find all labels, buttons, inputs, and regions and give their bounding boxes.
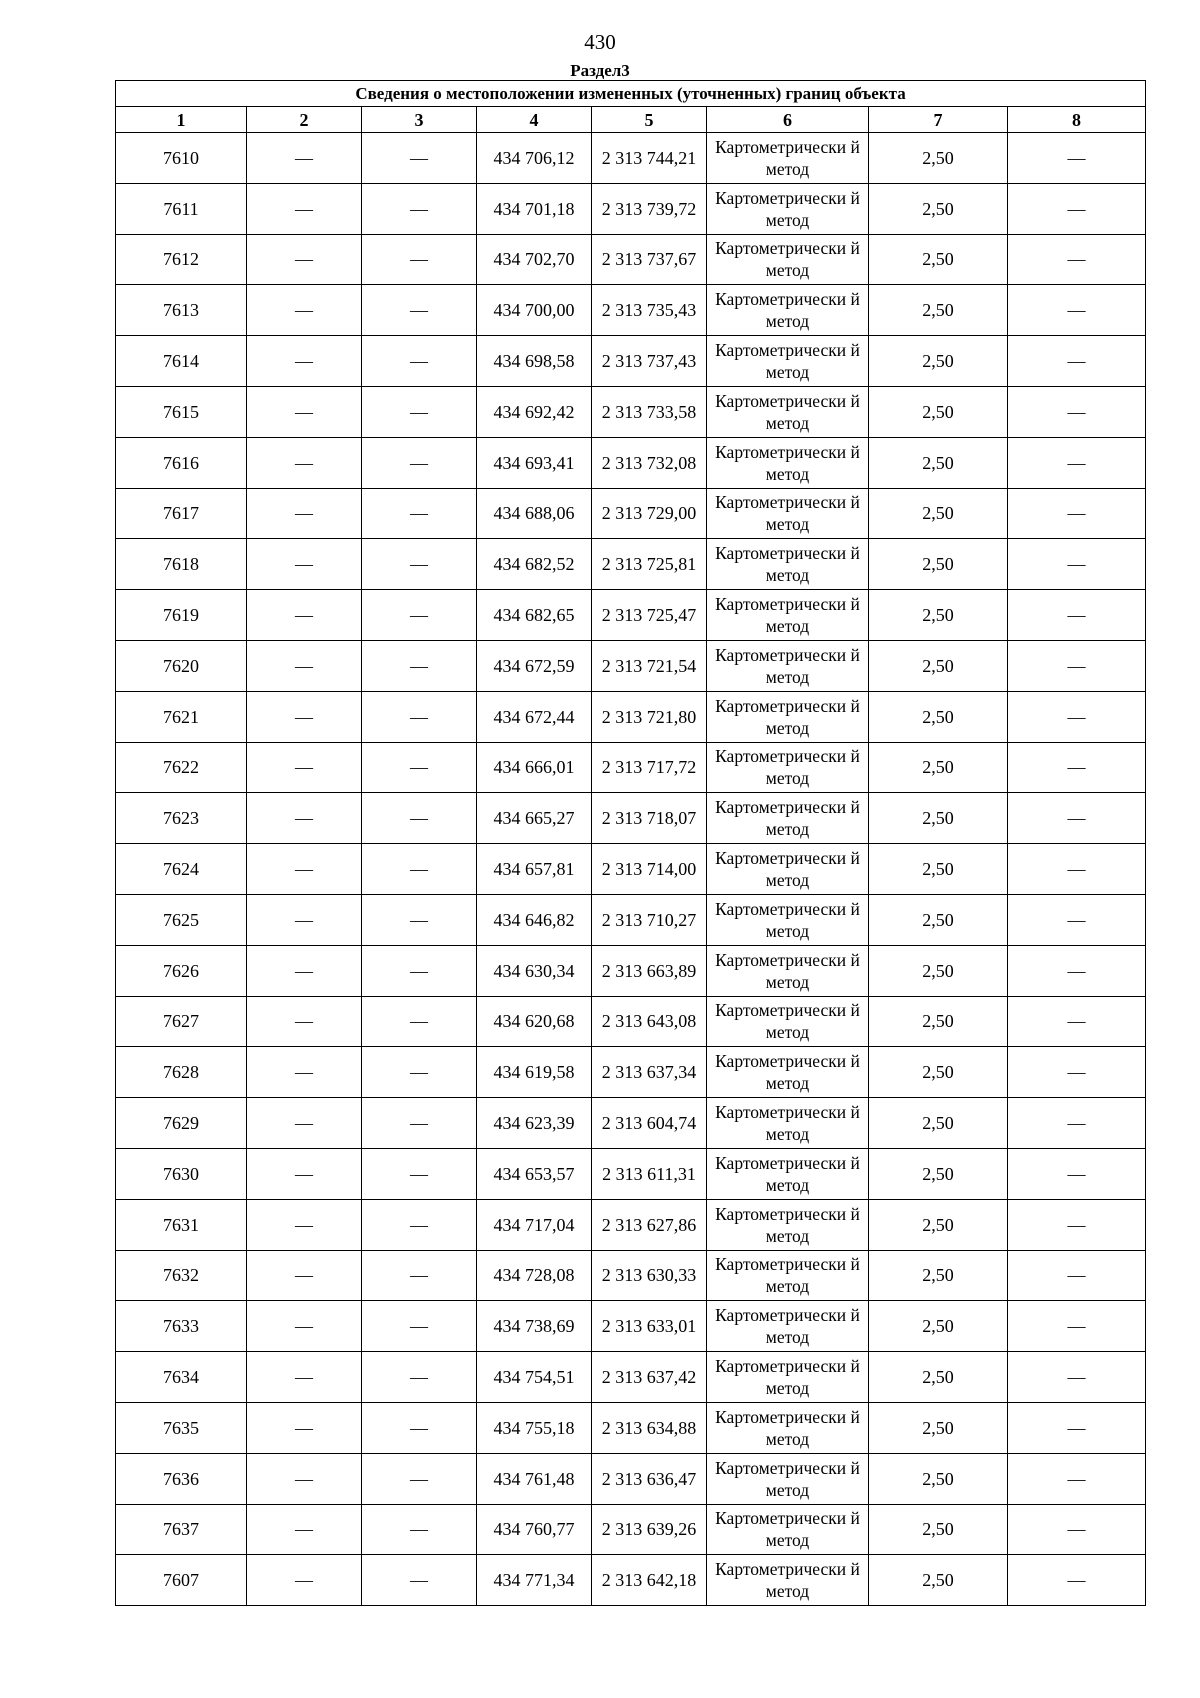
y-coordinate-cell: 2 313 735,43 bbox=[592, 285, 707, 336]
table-caption-row bbox=[116, 81, 1146, 107]
y-coordinate-cell: 2 313 710,27 bbox=[592, 894, 707, 945]
table-row bbox=[116, 488, 1146, 539]
y-coordinate-cell: 2 313 634,88 bbox=[592, 1402, 707, 1453]
accuracy-cell: 2,50 bbox=[869, 742, 1008, 793]
col3-cell: — bbox=[362, 1250, 477, 1301]
method-cell: Картометрически й метод bbox=[707, 1047, 869, 1098]
col2-cell: — bbox=[247, 691, 362, 742]
y-coordinate-cell: 2 313 725,81 bbox=[592, 539, 707, 590]
method-cell: Картометрически й метод bbox=[707, 234, 869, 285]
col2-cell: — bbox=[247, 285, 362, 336]
accuracy-cell: 2,50 bbox=[869, 1352, 1008, 1403]
col2-cell: — bbox=[247, 590, 362, 641]
col8-cell: — bbox=[1008, 1504, 1146, 1555]
col2-cell: — bbox=[247, 539, 362, 590]
y-coordinate-cell: 2 313 630,33 bbox=[592, 1250, 707, 1301]
x-coordinate-cell: 434 657,81 bbox=[477, 844, 592, 895]
col8-cell: — bbox=[1008, 1352, 1146, 1403]
method-cell: Картометрически й метод bbox=[707, 590, 869, 641]
y-coordinate-cell: 2 313 611,31 bbox=[592, 1148, 707, 1199]
table-row bbox=[116, 1047, 1146, 1098]
col2-cell: — bbox=[247, 1148, 362, 1199]
table-row bbox=[116, 133, 1146, 184]
point-number-cell: 7615 bbox=[116, 386, 247, 437]
x-coordinate-cell: 434 646,82 bbox=[477, 894, 592, 945]
column-header: 6 bbox=[707, 107, 869, 133]
col2-cell: — bbox=[247, 742, 362, 793]
accuracy-cell: 2,50 bbox=[869, 234, 1008, 285]
method-cell: Картометрически й метод bbox=[707, 844, 869, 895]
col2-cell: — bbox=[247, 945, 362, 996]
table-row bbox=[116, 590, 1146, 641]
method-cell: Картометрически й метод bbox=[707, 1199, 869, 1250]
point-number-cell: 7626 bbox=[116, 945, 247, 996]
col8-cell: — bbox=[1008, 1098, 1146, 1149]
col2-cell: — bbox=[247, 437, 362, 488]
x-coordinate-cell: 434 682,65 bbox=[477, 590, 592, 641]
y-coordinate-cell: 2 313 733,58 bbox=[592, 386, 707, 437]
col3-cell: — bbox=[362, 894, 477, 945]
table-row bbox=[116, 336, 1146, 387]
col3-cell: — bbox=[362, 844, 477, 895]
table-header-row bbox=[116, 107, 1146, 133]
y-coordinate-cell: 2 313 732,08 bbox=[592, 437, 707, 488]
column-header: 5 bbox=[592, 107, 707, 133]
col2-cell: — bbox=[247, 640, 362, 691]
method-cell: Картометрически й метод bbox=[707, 1504, 869, 1555]
col8-cell: — bbox=[1008, 1555, 1146, 1606]
col2-cell: — bbox=[247, 336, 362, 387]
method-cell: Картометрически й метод bbox=[707, 894, 869, 945]
method-cell: Картометрически й метод bbox=[707, 793, 869, 844]
x-coordinate-cell: 434 619,58 bbox=[477, 1047, 592, 1098]
y-coordinate-cell: 2 313 744,21 bbox=[592, 133, 707, 184]
col3-cell: — bbox=[362, 691, 477, 742]
accuracy-cell: 2,50 bbox=[869, 133, 1008, 184]
point-number-cell: 7630 bbox=[116, 1148, 247, 1199]
col2-cell: — bbox=[247, 1250, 362, 1301]
col3-cell: — bbox=[362, 1352, 477, 1403]
x-coordinate-cell: 434 761,48 bbox=[477, 1453, 592, 1504]
table-row bbox=[116, 1504, 1146, 1555]
method-cell: Картометрически й метод bbox=[707, 336, 869, 387]
col8-cell: — bbox=[1008, 133, 1146, 184]
x-coordinate-cell: 434 693,41 bbox=[477, 437, 592, 488]
col3-cell: — bbox=[362, 183, 477, 234]
point-number-cell: 7610 bbox=[116, 133, 247, 184]
col2-cell: — bbox=[247, 996, 362, 1047]
accuracy-cell: 2,50 bbox=[869, 691, 1008, 742]
col8-cell: — bbox=[1008, 793, 1146, 844]
col2-cell: — bbox=[247, 488, 362, 539]
table-body bbox=[116, 133, 1146, 1606]
x-coordinate-cell: 434 620,68 bbox=[477, 996, 592, 1047]
col3-cell: — bbox=[362, 437, 477, 488]
table-row bbox=[116, 386, 1146, 437]
x-coordinate-cell: 434 760,77 bbox=[477, 1504, 592, 1555]
y-coordinate-cell: 2 313 725,47 bbox=[592, 590, 707, 641]
y-coordinate-cell: 2 313 633,01 bbox=[592, 1301, 707, 1352]
y-coordinate-cell: 2 313 737,67 bbox=[592, 234, 707, 285]
accuracy-cell: 2,50 bbox=[869, 1555, 1008, 1606]
method-cell: Картометрически й метод bbox=[707, 1555, 869, 1606]
method-cell: Картометрически й метод bbox=[707, 1352, 869, 1403]
col3-cell: — bbox=[362, 234, 477, 285]
col3-cell: — bbox=[362, 996, 477, 1047]
col2-cell: — bbox=[247, 894, 362, 945]
col8-cell: — bbox=[1008, 437, 1146, 488]
col3-cell: — bbox=[362, 336, 477, 387]
x-coordinate-cell: 434 728,08 bbox=[477, 1250, 592, 1301]
col3-cell: — bbox=[362, 1148, 477, 1199]
col2-cell: — bbox=[247, 1352, 362, 1403]
point-number-cell: 7636 bbox=[116, 1453, 247, 1504]
point-number-cell: 7627 bbox=[116, 996, 247, 1047]
x-coordinate-cell: 434 682,52 bbox=[477, 539, 592, 590]
table-row bbox=[116, 793, 1146, 844]
accuracy-cell: 2,50 bbox=[869, 1402, 1008, 1453]
col3-cell: — bbox=[362, 285, 477, 336]
table-row bbox=[116, 1301, 1146, 1352]
y-coordinate-cell: 2 313 663,89 bbox=[592, 945, 707, 996]
y-coordinate-cell: 2 313 636,47 bbox=[592, 1453, 707, 1504]
col2-cell: — bbox=[247, 1301, 362, 1352]
x-coordinate-cell: 434 738,69 bbox=[477, 1301, 592, 1352]
col8-cell: — bbox=[1008, 1453, 1146, 1504]
col3-cell: — bbox=[362, 793, 477, 844]
col2-cell: — bbox=[247, 1453, 362, 1504]
table-row bbox=[116, 1098, 1146, 1149]
col8-cell: — bbox=[1008, 1148, 1146, 1199]
table-row bbox=[116, 1555, 1146, 1606]
accuracy-cell: 2,50 bbox=[869, 1148, 1008, 1199]
method-cell: Картометрически й метод bbox=[707, 1148, 869, 1199]
accuracy-cell: 2,50 bbox=[869, 285, 1008, 336]
x-coordinate-cell: 434 700,00 bbox=[477, 285, 592, 336]
col3-cell: — bbox=[362, 1199, 477, 1250]
method-cell: Картометрически й метод bbox=[707, 1098, 869, 1149]
point-number-cell: 7616 bbox=[116, 437, 247, 488]
y-coordinate-cell: 2 313 721,54 bbox=[592, 640, 707, 691]
col8-cell: — bbox=[1008, 386, 1146, 437]
column-header: 8 bbox=[1008, 107, 1146, 133]
point-number-cell: 7607 bbox=[116, 1555, 247, 1606]
x-coordinate-cell: 434 702,70 bbox=[477, 234, 592, 285]
y-coordinate-cell: 2 313 721,80 bbox=[592, 691, 707, 742]
table-row bbox=[116, 1250, 1146, 1301]
col3-cell: — bbox=[362, 742, 477, 793]
table-caption: Сведения о местоположении измененных (уточненных) границ объекта bbox=[116, 81, 1146, 107]
y-coordinate-cell: 2 313 643,08 bbox=[592, 996, 707, 1047]
accuracy-cell: 2,50 bbox=[869, 1453, 1008, 1504]
column-header: 7 bbox=[869, 107, 1008, 133]
y-coordinate-cell: 2 313 642,18 bbox=[592, 1555, 707, 1606]
x-coordinate-cell: 434 755,18 bbox=[477, 1402, 592, 1453]
method-cell: Картометрически й метод bbox=[707, 996, 869, 1047]
y-coordinate-cell: 2 313 717,72 bbox=[592, 742, 707, 793]
table-row bbox=[116, 234, 1146, 285]
page-number: 430 bbox=[584, 30, 616, 54]
x-coordinate-cell: 434 665,27 bbox=[477, 793, 592, 844]
point-number-cell: 7625 bbox=[116, 894, 247, 945]
table-row bbox=[116, 437, 1146, 488]
col3-cell: — bbox=[362, 133, 477, 184]
y-coordinate-cell: 2 313 739,72 bbox=[592, 183, 707, 234]
y-coordinate-cell: 2 313 714,00 bbox=[592, 844, 707, 895]
col2-cell: — bbox=[247, 1199, 362, 1250]
accuracy-cell: 2,50 bbox=[869, 1301, 1008, 1352]
point-number-cell: 7611 bbox=[116, 183, 247, 234]
col3-cell: — bbox=[362, 945, 477, 996]
x-coordinate-cell: 434 666,01 bbox=[477, 742, 592, 793]
col8-cell: — bbox=[1008, 742, 1146, 793]
boundary-coordinates-table bbox=[115, 80, 1146, 1606]
col8-cell: — bbox=[1008, 183, 1146, 234]
accuracy-cell: 2,50 bbox=[869, 1504, 1008, 1555]
x-coordinate-cell: 434 672,44 bbox=[477, 691, 592, 742]
col2-cell: — bbox=[247, 1098, 362, 1149]
x-coordinate-cell: 434 706,12 bbox=[477, 133, 592, 184]
table-row bbox=[116, 742, 1146, 793]
x-coordinate-cell: 434 653,57 bbox=[477, 1148, 592, 1199]
point-number-cell: 7633 bbox=[116, 1301, 247, 1352]
table-row bbox=[116, 1148, 1146, 1199]
accuracy-cell: 2,50 bbox=[869, 640, 1008, 691]
accuracy-cell: 2,50 bbox=[869, 844, 1008, 895]
col8-cell: — bbox=[1008, 539, 1146, 590]
col8-cell: — bbox=[1008, 640, 1146, 691]
col3-cell: — bbox=[362, 386, 477, 437]
section-title: Раздел3 bbox=[570, 61, 630, 80]
method-cell: Картометрически й метод bbox=[707, 1250, 869, 1301]
point-number-cell: 7621 bbox=[116, 691, 247, 742]
col8-cell: — bbox=[1008, 234, 1146, 285]
col2-cell: — bbox=[247, 1047, 362, 1098]
col3-cell: — bbox=[362, 1504, 477, 1555]
x-coordinate-cell: 434 688,06 bbox=[477, 488, 592, 539]
col8-cell: — bbox=[1008, 691, 1146, 742]
table-row bbox=[116, 1352, 1146, 1403]
accuracy-cell: 2,50 bbox=[869, 488, 1008, 539]
col8-cell: — bbox=[1008, 1199, 1146, 1250]
accuracy-cell: 2,50 bbox=[869, 183, 1008, 234]
table-row bbox=[116, 945, 1146, 996]
accuracy-cell: 2,50 bbox=[869, 1250, 1008, 1301]
method-cell: Картометрически й метод bbox=[707, 1301, 869, 1352]
col8-cell: — bbox=[1008, 488, 1146, 539]
method-cell: Картометрически й метод bbox=[707, 285, 869, 336]
col8-cell: — bbox=[1008, 996, 1146, 1047]
accuracy-cell: 2,50 bbox=[869, 793, 1008, 844]
method-cell: Картометрически й метод bbox=[707, 640, 869, 691]
point-number-cell: 7624 bbox=[116, 844, 247, 895]
point-number-cell: 7622 bbox=[116, 742, 247, 793]
method-cell: Картометрически й метод bbox=[707, 1402, 869, 1453]
col8-cell: — bbox=[1008, 945, 1146, 996]
y-coordinate-cell: 2 313 604,74 bbox=[592, 1098, 707, 1149]
accuracy-cell: 2,50 bbox=[869, 1047, 1008, 1098]
table-row bbox=[116, 1402, 1146, 1453]
method-cell: Картометрически й метод bbox=[707, 386, 869, 437]
col8-cell: — bbox=[1008, 1250, 1146, 1301]
accuracy-cell: 2,50 bbox=[869, 336, 1008, 387]
col3-cell: — bbox=[362, 1453, 477, 1504]
col2-cell: — bbox=[247, 1402, 362, 1453]
col2-cell: — bbox=[247, 386, 362, 437]
table-row bbox=[116, 183, 1146, 234]
col3-cell: — bbox=[362, 539, 477, 590]
method-cell: Картометрически й метод bbox=[707, 539, 869, 590]
col3-cell: — bbox=[362, 590, 477, 641]
col3-cell: — bbox=[362, 1402, 477, 1453]
accuracy-cell: 2,50 bbox=[869, 1199, 1008, 1250]
accuracy-cell: 2,50 bbox=[869, 590, 1008, 641]
table-row bbox=[116, 844, 1146, 895]
x-coordinate-cell: 434 698,58 bbox=[477, 336, 592, 387]
accuracy-cell: 2,50 bbox=[869, 386, 1008, 437]
method-cell: Картометрически й метод bbox=[707, 691, 869, 742]
accuracy-cell: 2,50 bbox=[869, 894, 1008, 945]
col2-cell: — bbox=[247, 234, 362, 285]
point-number-cell: 7618 bbox=[116, 539, 247, 590]
column-header: 1 bbox=[116, 107, 247, 133]
y-coordinate-cell: 2 313 718,07 bbox=[592, 793, 707, 844]
x-coordinate-cell: 434 672,59 bbox=[477, 640, 592, 691]
accuracy-cell: 2,50 bbox=[869, 945, 1008, 996]
x-coordinate-cell: 434 754,51 bbox=[477, 1352, 592, 1403]
column-header: 2 bbox=[247, 107, 362, 133]
x-coordinate-cell: 434 692,42 bbox=[477, 386, 592, 437]
table-row bbox=[116, 539, 1146, 590]
point-number-cell: 7637 bbox=[116, 1504, 247, 1555]
point-number-cell: 7614 bbox=[116, 336, 247, 387]
method-cell: Картометрически й метод bbox=[707, 183, 869, 234]
y-coordinate-cell: 2 313 637,34 bbox=[592, 1047, 707, 1098]
method-cell: Картометрически й метод bbox=[707, 133, 869, 184]
y-coordinate-cell: 2 313 637,42 bbox=[592, 1352, 707, 1403]
method-cell: Картометрически й метод bbox=[707, 488, 869, 539]
y-coordinate-cell: 2 313 737,43 bbox=[592, 336, 707, 387]
point-number-cell: 7631 bbox=[116, 1199, 247, 1250]
point-number-cell: 7632 bbox=[116, 1250, 247, 1301]
method-cell: Картометрически й метод bbox=[707, 437, 869, 488]
column-header: 4 bbox=[477, 107, 592, 133]
x-coordinate-cell: 434 630,34 bbox=[477, 945, 592, 996]
col8-cell: — bbox=[1008, 285, 1146, 336]
point-number-cell: 7619 bbox=[116, 590, 247, 641]
x-coordinate-cell: 434 717,04 bbox=[477, 1199, 592, 1250]
accuracy-cell: 2,50 bbox=[869, 539, 1008, 590]
col3-cell: — bbox=[362, 1098, 477, 1149]
point-number-cell: 7635 bbox=[116, 1402, 247, 1453]
point-number-cell: 7628 bbox=[116, 1047, 247, 1098]
col3-cell: — bbox=[362, 1555, 477, 1606]
table-row bbox=[116, 996, 1146, 1047]
point-number-cell: 7623 bbox=[116, 793, 247, 844]
col2-cell: — bbox=[247, 183, 362, 234]
x-coordinate-cell: 434 701,18 bbox=[477, 183, 592, 234]
point-number-cell: 7634 bbox=[116, 1352, 247, 1403]
point-number-cell: 7620 bbox=[116, 640, 247, 691]
col8-cell: — bbox=[1008, 894, 1146, 945]
table-row bbox=[116, 691, 1146, 742]
col8-cell: — bbox=[1008, 336, 1146, 387]
col8-cell: — bbox=[1008, 844, 1146, 895]
point-number-cell: 7629 bbox=[116, 1098, 247, 1149]
accuracy-cell: 2,50 bbox=[869, 437, 1008, 488]
col3-cell: — bbox=[362, 1047, 477, 1098]
point-number-cell: 7617 bbox=[116, 488, 247, 539]
table-row bbox=[116, 894, 1146, 945]
method-cell: Картометрически й метод bbox=[707, 742, 869, 793]
table-row bbox=[116, 1199, 1146, 1250]
col2-cell: — bbox=[247, 1555, 362, 1606]
col2-cell: — bbox=[247, 1504, 362, 1555]
col8-cell: — bbox=[1008, 1301, 1146, 1352]
y-coordinate-cell: 2 313 639,26 bbox=[592, 1504, 707, 1555]
method-cell: Картометрически й метод bbox=[707, 945, 869, 996]
y-coordinate-cell: 2 313 729,00 bbox=[592, 488, 707, 539]
col2-cell: — bbox=[247, 844, 362, 895]
col2-cell: — bbox=[247, 793, 362, 844]
table-row bbox=[116, 285, 1146, 336]
col3-cell: — bbox=[362, 640, 477, 691]
table-row bbox=[116, 640, 1146, 691]
col8-cell: — bbox=[1008, 590, 1146, 641]
point-number-cell: 7613 bbox=[116, 285, 247, 336]
column-header: 3 bbox=[362, 107, 477, 133]
y-coordinate-cell: 2 313 627,86 bbox=[592, 1199, 707, 1250]
table-row bbox=[116, 1453, 1146, 1504]
accuracy-cell: 2,50 bbox=[869, 1098, 1008, 1149]
accuracy-cell: 2,50 bbox=[869, 996, 1008, 1047]
x-coordinate-cell: 434 771,34 bbox=[477, 1555, 592, 1606]
col3-cell: — bbox=[362, 488, 477, 539]
col8-cell: — bbox=[1008, 1047, 1146, 1098]
col8-cell: — bbox=[1008, 1402, 1146, 1453]
col3-cell: — bbox=[362, 1301, 477, 1352]
method-cell: Картометрически й метод bbox=[707, 1453, 869, 1504]
point-number-cell: 7612 bbox=[116, 234, 247, 285]
x-coordinate-cell: 434 623,39 bbox=[477, 1098, 592, 1149]
col2-cell: — bbox=[247, 133, 362, 184]
